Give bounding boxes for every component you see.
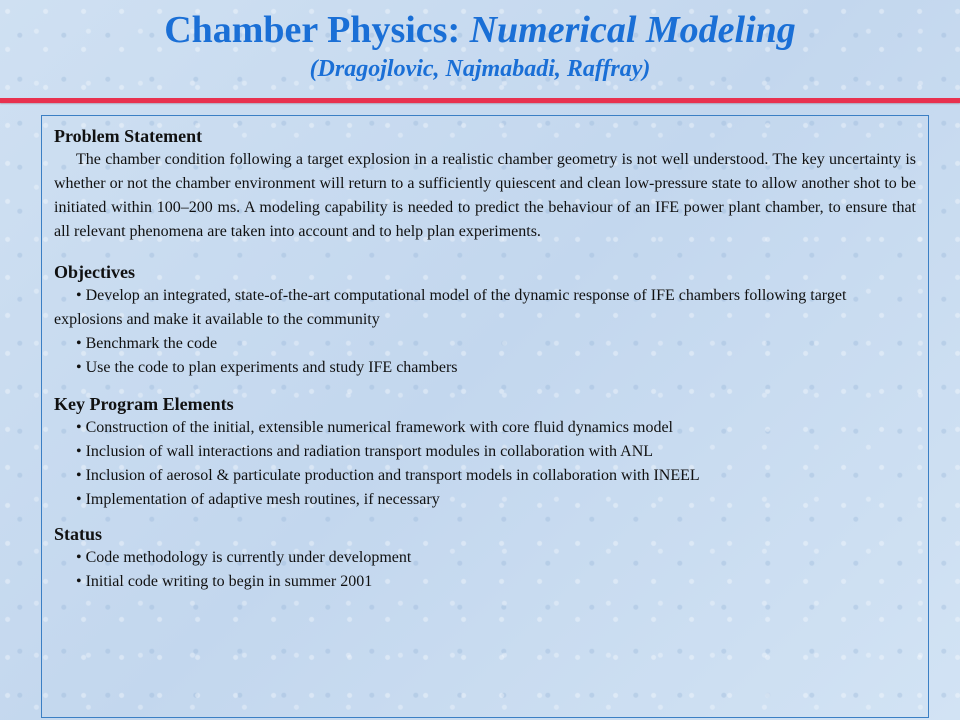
element-item: • Construction of the initial, extensible numerical framework with core fluid dynamics model xyxy=(76,419,673,436)
slide-subtitle: (Dragojlovic, Najmabadi, Raffray) xyxy=(309,56,651,82)
status-heading: Status xyxy=(54,524,103,544)
problem-heading: Problem Statement xyxy=(54,126,203,146)
title-divider xyxy=(0,98,960,103)
objective-item: • Use the code to plan experiments and study IFE chambers xyxy=(76,359,458,376)
element-item: • Inclusion of aerosol & particulate production and transport models in collaboration with INEEL xyxy=(76,467,700,484)
objectives-heading: Objectives xyxy=(54,262,135,282)
element-item: • Implementation of adaptive mesh routines, if necessary xyxy=(76,491,440,508)
content-panel xyxy=(41,115,929,718)
status-item: • Code methodology is currently under development xyxy=(76,549,412,566)
objective-item: • Develop an integrated, state-of-the-art computational model of the dynamic response of IFE chambers following target explosions and make it available to the community xyxy=(54,287,847,328)
status-item: • Initial code writing to begin in summer 2001 xyxy=(76,573,373,590)
problem-text: The chamber condition following a target explosion in a realistic chamber geometry is not well understood. The key uncertainty is whether or not the chamber environment will return to a sufficiently quiescent and clean low-pressure state to allow another shot to be initiated within 100–200 ms. A modeling capability is needed to predict the behaviour of an IFE power plant chamber, to ensure that all relevant phenomena are taken into account and to help plan experiments. xyxy=(54,151,916,240)
slide-title xyxy=(0,8,960,52)
title-main: Chamber Physics: xyxy=(164,9,461,51)
element-item: • Inclusion of wall interactions and radiation transport modules in collaboration with ANL xyxy=(76,443,654,460)
elements-heading: Key Program Elements xyxy=(54,394,234,414)
title-italic: Numerical Modeling xyxy=(469,9,796,51)
objective-item: • Benchmark the code xyxy=(76,335,218,352)
